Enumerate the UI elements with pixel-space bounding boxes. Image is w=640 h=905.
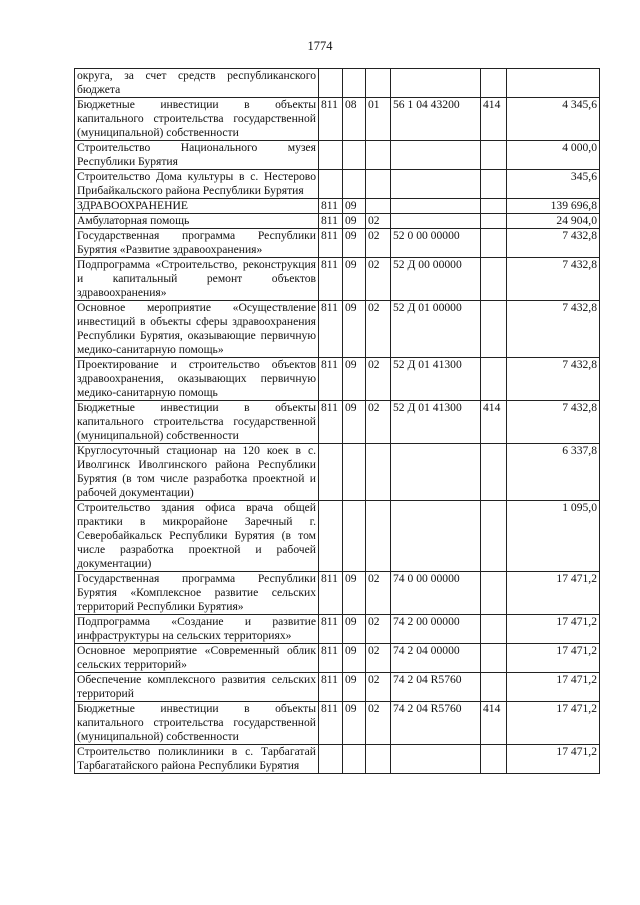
vr-cell (481, 229, 507, 258)
cs-cell (391, 745, 481, 774)
ved-cell: 811 (319, 615, 343, 644)
table-row (75, 401, 600, 444)
table-row (75, 673, 600, 702)
pr-cell: 01 (366, 98, 391, 141)
cs-cell: 52 Д 00 00000 (391, 258, 481, 301)
table-row (75, 214, 600, 229)
amount-cell: 4 000,0 (507, 141, 600, 170)
row-name-cell: Круглосуточный стационар на 120 коек в с. Иволгинск Иволгинского района Республики Бурятия (в том числе разработка проектной и рабочей документации) (75, 444, 319, 501)
budget-table-body (75, 69, 600, 774)
amount-cell: 17 471,2 (507, 615, 600, 644)
vr-cell (481, 572, 507, 615)
amount-cell: 24 904,0 (507, 214, 600, 229)
amount-cell: 7 432,8 (507, 401, 600, 444)
pr-cell: 02 (366, 214, 391, 229)
table-row (75, 702, 600, 745)
vr-cell (481, 301, 507, 358)
amount-cell (507, 69, 600, 98)
pr-cell: 02 (366, 615, 391, 644)
ved-cell (319, 745, 343, 774)
ved-cell: 811 (319, 214, 343, 229)
amount-cell: 4 345,6 (507, 98, 600, 141)
row-name-cell: Подпрограмма «Создание и развитие инфраструктуры на сельских территориях» (75, 615, 319, 644)
rz-cell: 09 (343, 673, 366, 702)
ved-cell (319, 141, 343, 170)
rz-cell: 09 (343, 644, 366, 673)
ved-cell: 811 (319, 358, 343, 401)
vr-cell: 414 (481, 401, 507, 444)
pr-cell (366, 141, 391, 170)
table-row (75, 229, 600, 258)
row-name-cell: Бюджетные инвестиции в объекты капитального строительства государственной (муниципальной) собственности (75, 401, 319, 444)
pr-cell (366, 745, 391, 774)
amount-cell: 6 337,8 (507, 444, 600, 501)
cs-cell: 74 2 04 00000 (391, 644, 481, 673)
row-name-cell: Амбулаторная помощь (75, 214, 319, 229)
vr-cell (481, 258, 507, 301)
row-name-cell: Строительство здания офиса врача общей практики в микрорайоне Заречный г. Северобайкальск Республики Бурятия (в том числе разработка проектной и рабочей документации) (75, 501, 319, 572)
table-row (75, 745, 600, 774)
row-name-cell: Государственная программа Республики Бурятия «Развитие здравоохранения» (75, 229, 319, 258)
pr-cell: 02 (366, 644, 391, 673)
amount-cell: 17 471,2 (507, 673, 600, 702)
cs-cell: 52 Д 01 41300 (391, 401, 481, 444)
ved-cell (319, 170, 343, 199)
table-row (75, 444, 600, 501)
table-row (75, 170, 600, 199)
table-row (75, 301, 600, 358)
amount-cell: 7 432,8 (507, 358, 600, 401)
cs-cell (391, 501, 481, 572)
row-name-cell: Строительство Дома культуры в с. Нестерово Прибайкальского района Республики Бурятия (75, 170, 319, 199)
row-name-cell: Строительство поликлиники в с. Тарбагатай Тарбагатайского района Республики Бурятия (75, 745, 319, 774)
pr-cell: 02 (366, 702, 391, 745)
amount-cell: 7 432,8 (507, 229, 600, 258)
pr-cell: 02 (366, 301, 391, 358)
table-row (75, 615, 600, 644)
amount-cell: 345,6 (507, 170, 600, 199)
rz-cell (343, 444, 366, 501)
pr-cell (366, 170, 391, 199)
cs-cell (391, 444, 481, 501)
cs-cell (391, 170, 481, 199)
amount-cell: 7 432,8 (507, 301, 600, 358)
table-row (75, 141, 600, 170)
ved-cell: 811 (319, 258, 343, 301)
cs-cell: 74 2 00 00000 (391, 615, 481, 644)
rz-cell (343, 501, 366, 572)
cs-cell: 52 Д 01 00000 (391, 301, 481, 358)
rz-cell: 08 (343, 98, 366, 141)
page-number: 1774 (307, 39, 333, 53)
budget-table (74, 68, 600, 774)
cs-cell (391, 214, 481, 229)
vr-cell (481, 745, 507, 774)
amount-cell: 17 471,2 (507, 572, 600, 615)
rz-cell: 09 (343, 401, 366, 444)
pr-cell: 02 (366, 572, 391, 615)
cs-cell: 52 Д 01 41300 (391, 358, 481, 401)
vr-cell (481, 69, 507, 98)
amount-cell: 139 696,8 (507, 199, 600, 214)
rz-cell (343, 141, 366, 170)
amount-cell: 17 471,2 (507, 644, 600, 673)
table-row (75, 199, 600, 214)
row-name-cell: Бюджетные инвестиции в объекты капитального строительства государственной (муниципальной) собственности (75, 702, 319, 745)
amount-cell: 17 471,2 (507, 745, 600, 774)
ved-cell: 811 (319, 401, 343, 444)
row-name-cell: округа, за счет средств республиканского бюджета (75, 69, 319, 98)
ved-cell: 811 (319, 644, 343, 673)
pr-cell (366, 501, 391, 572)
rz-cell (343, 69, 366, 98)
vr-cell: 414 (481, 98, 507, 141)
vr-cell (481, 501, 507, 572)
ved-cell (319, 501, 343, 572)
rz-cell: 09 (343, 572, 366, 615)
ved-cell: 811 (319, 199, 343, 214)
ved-cell: 811 (319, 229, 343, 258)
vr-cell (481, 199, 507, 214)
rz-cell (343, 745, 366, 774)
rz-cell: 09 (343, 214, 366, 229)
cs-cell (391, 141, 481, 170)
pr-cell: 02 (366, 229, 391, 258)
rz-cell: 09 (343, 301, 366, 358)
pr-cell (366, 444, 391, 501)
rz-cell (343, 170, 366, 199)
vr-cell (481, 615, 507, 644)
table-row (75, 358, 600, 401)
vr-cell: 414 (481, 702, 507, 745)
amount-cell: 17 471,2 (507, 702, 600, 745)
row-name-cell: Подпрограмма «Строительство, реконструкция и капитальный ремонт объектов здравоохранения» (75, 258, 319, 301)
pr-cell: 02 (366, 401, 391, 444)
ved-cell (319, 69, 343, 98)
row-name-cell: Проектирование и строительство объектов здравоохранения, оказывающих первичную медико-санитарную помощь (75, 358, 319, 401)
cs-cell: 52 0 00 00000 (391, 229, 481, 258)
pr-cell: 02 (366, 358, 391, 401)
rz-cell: 09 (343, 358, 366, 401)
row-name-cell: Обеспечение комплексного развития сельских территорий (75, 673, 319, 702)
rz-cell: 09 (343, 229, 366, 258)
vr-cell (481, 170, 507, 199)
row-name-cell: Государственная программа Республики Бурятия «Комплексное развитие сельских территорий Республики Бурятия» (75, 572, 319, 615)
ved-cell: 811 (319, 702, 343, 745)
rz-cell: 09 (343, 199, 366, 214)
amount-cell: 1 095,0 (507, 501, 600, 572)
table-row (75, 572, 600, 615)
cs-cell: 74 0 00 00000 (391, 572, 481, 615)
table-row (75, 98, 600, 141)
cs-cell: 74 2 04 R5760 (391, 702, 481, 745)
vr-cell (481, 644, 507, 673)
ved-cell: 811 (319, 673, 343, 702)
cs-cell: 56 1 04 43200 (391, 98, 481, 141)
cs-cell (391, 199, 481, 214)
row-name-cell: Бюджетные инвестиции в объекты капитального строительства государственной (муниципальной) собственности (75, 98, 319, 141)
cs-cell: 74 2 04 R5760 (391, 673, 481, 702)
ved-cell: 811 (319, 301, 343, 358)
table-row (75, 258, 600, 301)
cs-cell (391, 69, 481, 98)
row-name-cell: ЗДРАВООХРАНЕНИЕ (75, 199, 319, 214)
table-row (75, 501, 600, 572)
row-name-cell: Строительство Национального музея Республики Бурятия (75, 141, 319, 170)
pr-cell (366, 69, 391, 98)
vr-cell (481, 444, 507, 501)
pr-cell: 02 (366, 258, 391, 301)
table-row (75, 69, 600, 98)
row-name-cell: Основное мероприятие «Современный облик сельских территорий» (75, 644, 319, 673)
pr-cell: 02 (366, 673, 391, 702)
rz-cell: 09 (343, 702, 366, 745)
row-name-cell: Основное мероприятие «Осуществление инвестиций в объекты сферы здравоохранения Республики Бурятия, оказывающие первичную медико-санитарную помощь» (75, 301, 319, 358)
amount-cell: 7 432,8 (507, 258, 600, 301)
table-row (75, 644, 600, 673)
vr-cell (481, 214, 507, 229)
rz-cell: 09 (343, 258, 366, 301)
vr-cell (481, 141, 507, 170)
ved-cell: 811 (319, 572, 343, 615)
ved-cell (319, 444, 343, 501)
rz-cell: 09 (343, 615, 366, 644)
pr-cell (366, 199, 391, 214)
vr-cell (481, 673, 507, 702)
ved-cell: 811 (319, 98, 343, 141)
vr-cell (481, 358, 507, 401)
